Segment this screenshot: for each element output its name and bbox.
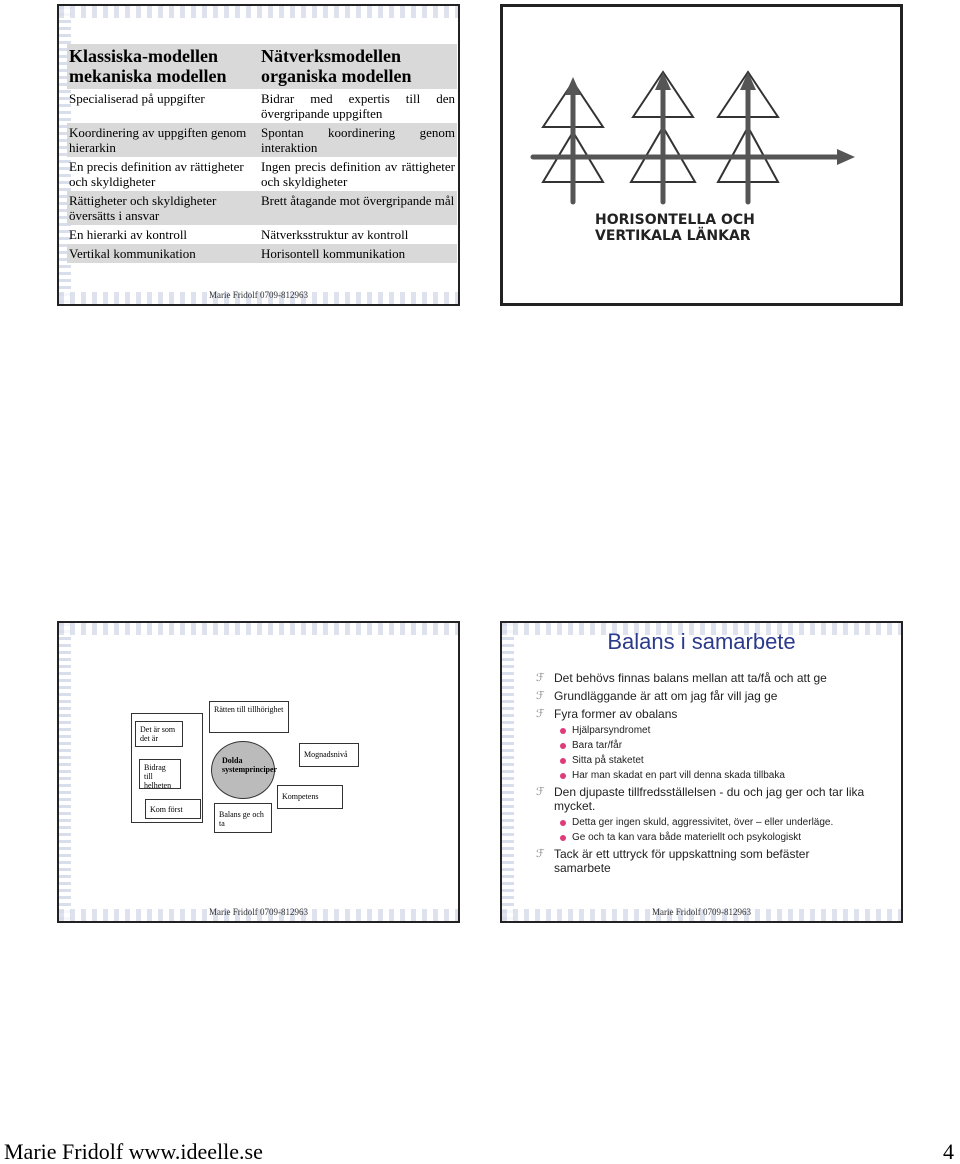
slide-4: [500, 621, 903, 923]
sub-list-item: [536, 817, 866, 829]
trees-and-arrow-drawing: [503, 7, 900, 303]
table-row: [67, 157, 457, 191]
slide-decoration: [59, 623, 458, 635]
pink-bullet-icon: [560, 728, 566, 734]
sub-list-item: [536, 725, 866, 737]
list-item: [536, 671, 866, 685]
slide-footer: Marie Fridolf 0709-812963: [209, 290, 308, 300]
list-item-text: Sitta på staketet: [572, 755, 644, 766]
sub-list-item: [536, 832, 866, 844]
slide-3: [57, 621, 460, 923]
page-footer-left: Marie Fridolf www.ideelle.se: [4, 1139, 263, 1164]
header-network-model: Nätverksmodellen organiska modellen: [259, 44, 457, 89]
horizontal-arrow-head: [837, 149, 855, 165]
list-item-text: Bara tar/får: [572, 740, 623, 751]
list-item: [536, 847, 866, 875]
bullet-icon: ℱ: [536, 708, 545, 720]
bullet-list: [536, 671, 866, 879]
pink-bullet-icon: [560, 835, 566, 841]
list-item-text: Ge och ta kan vara både materiellt och psykologiskt: [572, 832, 802, 843]
cell-classic: Koordinering av uppgiften genom hierarkin: [67, 123, 259, 157]
cell-network: Ingen precis definition av rättigheter och skyldigheter: [261, 159, 455, 189]
table-row: [67, 225, 457, 244]
bullet-icon: ℱ: [536, 690, 545, 702]
cell-classic: En precis definition av rättigheter och skyldigheter: [69, 159, 244, 189]
slide-footer: Marie Fridolf 0709-812963: [652, 907, 751, 917]
list-item-text: Har man skadat en part vill denna skada tillbaka: [572, 770, 785, 781]
comparison-table: [67, 44, 457, 263]
slide-decoration: [59, 623, 71, 921]
cell-classic: Rättigheter och skyldigheter översätts i ansvar: [67, 191, 259, 225]
cell-classic: Vertikal kommunikation: [67, 244, 259, 263]
box-bidrag-till-helheten: Bidrag till helheten: [139, 759, 181, 789]
cell-classic: Specialiserad på uppgifter: [69, 91, 205, 106]
table-row: [67, 191, 457, 225]
table-header-row: [67, 44, 457, 89]
pink-bullet-icon: [560, 758, 566, 764]
slide-1: [57, 4, 460, 306]
list-item-text: Den djupaste tillfredsställelsen - du och jag ger och tar lika mycket.: [554, 785, 865, 813]
cell-network: Horisontell kommunikation: [259, 244, 457, 263]
cell-network: Bidrar med expertis till den övergripande uppgiften: [261, 91, 455, 121]
list-item-text: Det behövs finnas balans mellan att ta/få och att ge: [554, 671, 827, 685]
caption-line-2: VERTIKALA LÄNKAR: [595, 228, 751, 244]
bullet-icon: ℱ: [536, 786, 545, 798]
slide-decoration: [59, 6, 458, 18]
list-item-text: Fyra former av obalans: [554, 707, 678, 721]
table-row: [67, 123, 457, 157]
list-item-text: Hjälparsyndromet: [572, 725, 651, 736]
cell-classic: En hierarki av kontroll: [69, 227, 188, 242]
box-kompetens: Kompetens: [277, 785, 343, 809]
list-item: [536, 785, 866, 813]
bullet-icon: ℱ: [536, 848, 545, 860]
list-item-text: Tack är ett uttryck för uppskattning som befäster samarbete: [554, 847, 810, 875]
table-row: [67, 244, 457, 263]
circle-dolda-systemprinciper: Dolda systemprinciper: [211, 741, 275, 799]
bullet-icon: ℱ: [536, 672, 545, 684]
slide-2: [500, 4, 903, 306]
caption-line-1: HORISONTELLA OCH: [595, 212, 755, 228]
list-item-text: Grundläggande är att om jag får vill jag ge: [554, 689, 778, 703]
pink-bullet-icon: [560, 773, 566, 779]
pink-bullet-icon: [560, 820, 566, 826]
box-mognadsniva: Mognadsnivå: [299, 743, 359, 767]
slide-decoration: [502, 623, 514, 921]
list-item-text: Detta ger ingen skuld, aggressivitet, över – eller underläge.: [572, 817, 834, 828]
table-row: [67, 89, 457, 123]
slide-footer: Marie Fridolf 0709-812963: [209, 907, 308, 917]
cell-network: Brett åtagande mot övergripande mål: [259, 191, 457, 225]
sub-list-item: [536, 755, 866, 767]
cell-network: Spontan koordinering genom interaktion: [261, 125, 455, 155]
box-kom-forst: Kom först: [145, 799, 201, 819]
box-balans-ge-och-ta: Balans ge och ta: [214, 803, 272, 833]
slide-title: Balans i samarbete: [607, 629, 796, 654]
sub-list-item: [536, 770, 866, 782]
header-classic-model: Klassiska-modellen mekaniska modellen: [67, 44, 259, 89]
box-ratten-till-tillhorighet: Rätten till tillhörighet: [209, 701, 289, 733]
cell-network: Nätverksstruktur av kontroll: [261, 227, 409, 242]
list-item: [536, 689, 866, 703]
box-det-ar-som-det-ar: Det är som det är: [135, 721, 183, 747]
page-number: 4: [943, 1139, 954, 1164]
pink-bullet-icon: [560, 743, 566, 749]
sub-list-item: [536, 740, 866, 752]
list-item: [536, 707, 866, 721]
